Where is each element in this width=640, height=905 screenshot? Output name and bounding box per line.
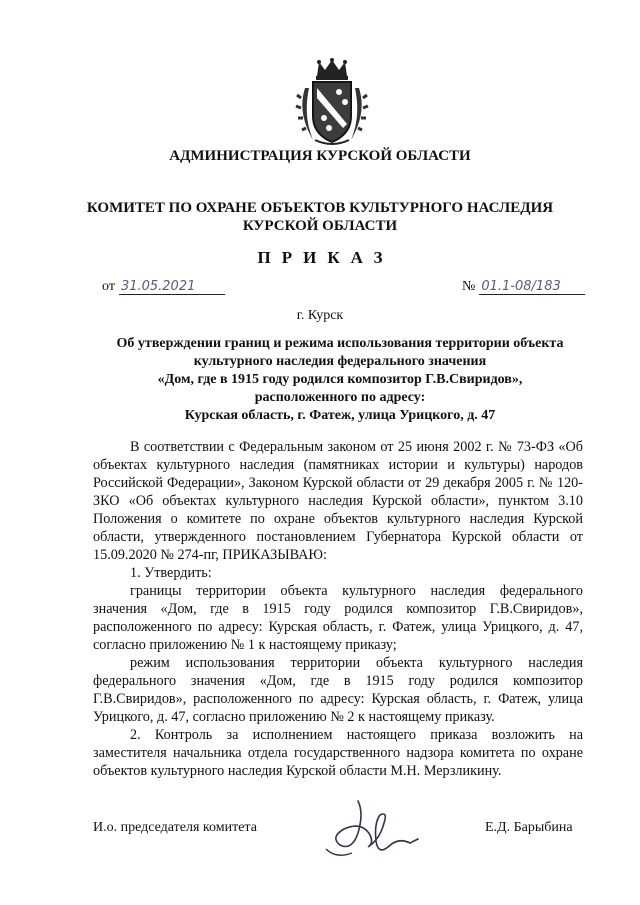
date-label: от (102, 279, 115, 294)
order-body (93, 438, 583, 780)
number-value: 01.1-08/183 (479, 279, 585, 295)
subject-line3: «Дом, где в 1915 году родился композитор Г.В.Свиридов», (157, 372, 523, 387)
order-subject (95, 335, 585, 425)
signature-icon (318, 793, 424, 863)
signer-name: Е.Д. Барыбина (485, 820, 573, 835)
committee-title (0, 199, 640, 235)
body-paragraph-item1: 1. Утвердить: (130, 565, 212, 581)
body-paragraph-regime: режим использования территории объекта культурного наследия федерального значения «Дом, где в 1915 году родился композитор Г.В.Свиридов», расположенного по адресу: Курская область, г. Фатеж, улица Урицкого, д. 47, согласно приложению № 2 к настоящему приказу. (93, 655, 583, 725)
number-field (462, 279, 585, 295)
number-label: № (462, 279, 476, 294)
city: г. Курск (296, 308, 344, 323)
coat-of-arms-icon (295, 58, 369, 146)
signer-title: И.о. председателя комитета (93, 820, 257, 835)
body-paragraph-preamble: В соответствии с Федеральным законом от 25 июня 2002 г. № 73-ФЗ «Об объектах культурного наследия (памятниках истории и культуры) народов Российской Федерации», Законом Курской области от 29 декабря 2005 г. № 120-ЗКО «Об объектах культурного наследия Курской области», пунктом 3.10 Положения о комитете по охране объектов культурного наследия Курской области, утвержденного постановлением Губернатора Курской области от 15.09.2020 № 274-пг, ПРИКАЗЫВАЮ: (93, 439, 583, 563)
document-type: ПРИКАЗ (257, 248, 394, 267)
subject-line5: Курская область, г. Фатеж, улица Урицкого, д. 47 (184, 408, 496, 423)
date-field (102, 279, 225, 295)
body-paragraph-item2: 2. Контроль за исполнением настоящего приказа возложить на заместителя начальника отдела государственного надзора комитета по охране объектов культурного наследия Курской области М.Н. Мерзликину. (93, 727, 583, 779)
date-value: 31.05.2021 (119, 279, 225, 295)
committee-title-line1: КОМИТЕТ ПО ОХРАНЕ ОБЪЕКТОВ КУЛЬТУРНОГО НАСЛЕДИЯ (86, 200, 554, 216)
committee-title-line2: КУРСКОЙ ОБЛАСТИ (242, 218, 398, 234)
body-paragraph-boundaries: границы территории объекта культурного наследия федерального значения «Дом, где в 1915 году родился композитор Г.В.Свиридов», расположенного по адресу: Курская область, г. Фатеж, улица Урицкого, д. 47, согласно приложению № 1 к настоящему приказу; (93, 583, 583, 653)
administration-title: АДМИНИСТРАЦИЯ КУРСКОЙ ОБЛАСТИ (169, 148, 471, 164)
subject-line2: культурного наследия федерального значения (193, 354, 487, 369)
subject-line4: расположенного по адресу: (254, 390, 426, 405)
subject-line1: Об утверждении границ и режима использования территории объекта (116, 336, 564, 351)
